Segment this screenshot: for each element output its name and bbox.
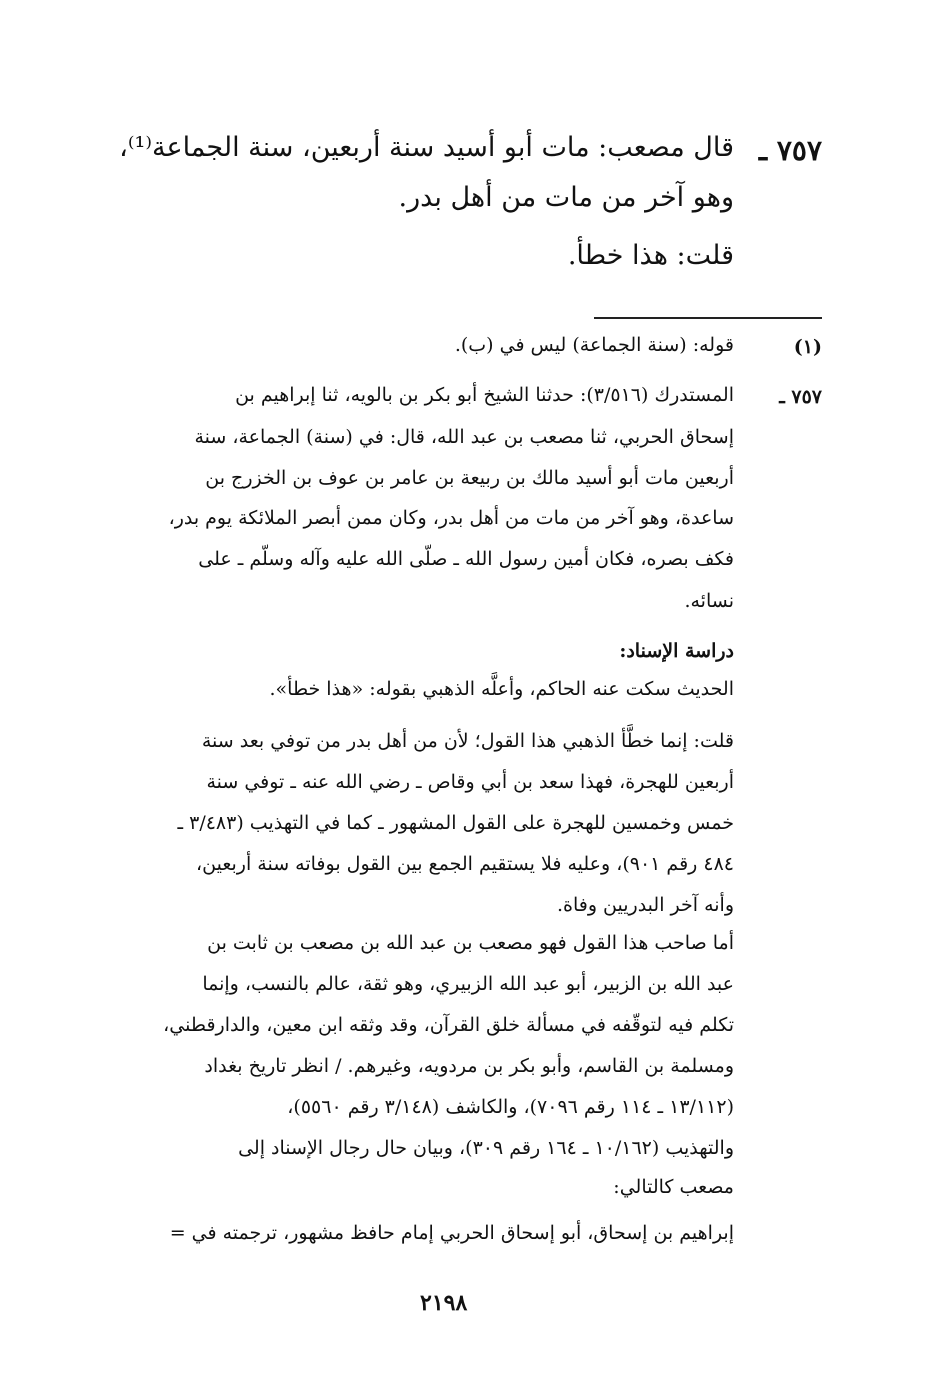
takhrij-line-4: ساعدة، وهو آخر من مات من أهل بدر، وكان ممن أبصر الملائكة يوم بدر، bbox=[168, 507, 734, 529]
dirasa-line-3: أربعين للهجرة، فهذا سعد بن أبي وقاص ـ رضي الله عنه ـ توفي سنة bbox=[206, 771, 734, 793]
main-line-2: وهو آخر من مات من أهل بدر. bbox=[398, 182, 734, 213]
dirasa-line-7: أما صاحب هذا القول فهو مصعب بن عبد الله بن مصعب بن ثابت بن bbox=[207, 932, 734, 954]
dirasa-line-11: (١٣/١١٢ ـ ١١٤ رقم ٧٠٩٦)، والكاشف (٣/١٤٨ رقم ٥٥٦٠)، bbox=[287, 1096, 734, 1118]
main-line-1: قال مصعب: مات أبو أسيد سنة أربعين، سنة الجماعة⁽¹⁾، bbox=[119, 132, 734, 163]
entry-number: ٧٥٧ ـ bbox=[758, 134, 822, 167]
dirasa-line-14: إبراهيم بن إسحاق، أبو إسحاق الحربي إمام حافظ مشهور، ترجمته في = bbox=[169, 1222, 734, 1244]
dirasa-line-9: تكلم فيه لتوقّفه في مسألة خلق القرآن، وقد وثقه ابن معين، والدارقطني، bbox=[163, 1014, 734, 1036]
dirasa-line-4: خمس وخمسين للهجرة على القول المشهور ـ كما في التهذيب (٣/٤٨٣ ـ bbox=[177, 812, 734, 834]
takhrij-number: ٧٥٧ ـ bbox=[779, 386, 822, 408]
takhrij-line-1: المستدرك (٣/٥١٦): حدثنا الشيخ أبو بكر بن بالويه، ثنا إبراهيم بن bbox=[235, 384, 734, 406]
footnote-number: (١) bbox=[793, 336, 822, 358]
takhrij-line-3: أربعين مات أبو أسيد مالك بن ربيعة بن عامر بن عوف بن الخزرج بن bbox=[205, 467, 734, 489]
dirasa-line-10: ومسلمة بن القاسم، وأبو بكر بن مردويه، وغيرهم. / انظر تاريخ بغداد bbox=[204, 1055, 734, 1077]
dirasa-line-6: وأنه آخر البدريين وفاة. bbox=[556, 894, 734, 916]
main-line-3: قلت: هذا خطأ. bbox=[567, 240, 734, 271]
dirasa-line-2: قلت: إنما خطَّأ الذهبي هذا القول؛ لأن من أهل بدر من توفي بعد سنة bbox=[201, 730, 734, 752]
takhrij-line-2: إسحاق الحربي، ثنا مصعب بن عبد الله، قال: في (سنة) الجماعة، سنة bbox=[194, 426, 734, 448]
dirasa-line-8: عبد الله بن الزبير، أبو عبد الله الزبيري، وهو ثقة، عالم بالنسب، وإنما bbox=[202, 973, 734, 995]
takhrij-line-6: نسائه. bbox=[684, 590, 734, 612]
dirasa-heading: دراسة الإسناد: bbox=[619, 640, 734, 662]
dirasa-line-1: الحديث سكت عنه الحاكم، وأعلَّه الذهبي بقوله: «هذا خطأ». bbox=[269, 678, 734, 700]
dirasa-line-13: مصعب كالتالي: bbox=[613, 1176, 734, 1198]
takhrij-line-5: فكف بصره، فكان أمين رسول الله ـ صلّى الله عليه وآله وسلّم ـ على bbox=[198, 548, 734, 570]
dirasa-line-5: ٤٨٤ رقم ٩٠١)، وعليه فلا يستقيم الجمع بين القول بوفاته سنة أربعين، bbox=[196, 853, 734, 875]
page-number: ٢١٩٨ bbox=[420, 1290, 468, 1316]
dirasa-line-12: والتهذيب (١٠/١٦٢ ـ ١٦٤ رقم ٣٠٩)، وبيان حال رجال الإسناد إلى bbox=[238, 1137, 734, 1159]
footnote-separator bbox=[594, 317, 822, 319]
footnote-text: قوله: (سنة الجماعة) ليس في (ب). bbox=[454, 334, 734, 356]
